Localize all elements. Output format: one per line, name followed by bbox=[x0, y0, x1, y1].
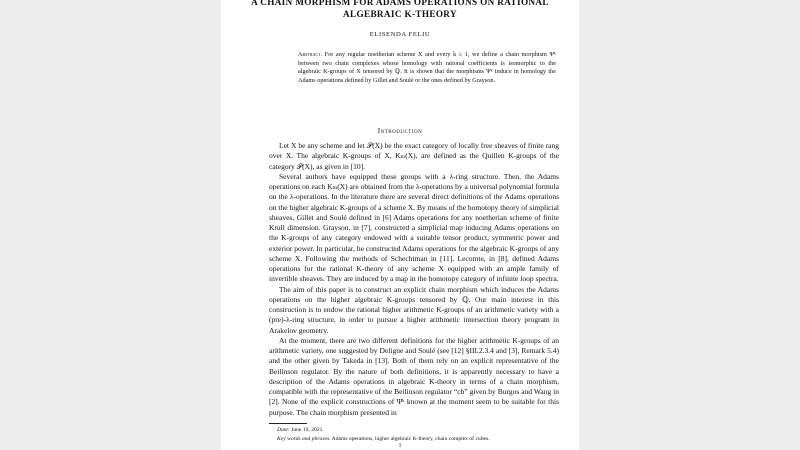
paper-page bbox=[221, 0, 579, 450]
abstract bbox=[298, 51, 556, 85]
author-name: ELISENDA FELIU bbox=[369, 31, 431, 38]
abstract-text: For any regular noetherian scheme X and every k ≥ 1, we define a chain morphism Ψᵏ between two chain complexes whose homology with rational coefficients is isomorphic to the algebraic K-groups of X tensored by ℚ. It is shown that the morphisms Ψᵏ induce in homology the Adams operations defined by Gillet and Soulé or the ones defined by Grayson. bbox=[298, 51, 557, 84]
paragraph-4: At the moment, there are two different definitions for the higher arithmetic K-groups of an arithmetic variety, one suggested by Deligne and Soulé (see [12] §III.2.3.4 and [3], Remark 5.4) and the other given by Takeda in [13]. Both of them rely on an explicit representative of the Beilinson regulator. By the nature of both definitions, it is apparently necessary to have a description of the Adams operations in algebraic K-theory in terms of a chain morphism, compatible with the representative of the Beilinson regulator “ch” given by Burgos and Wang in [2]. None of the explicit constructions of Ψᵏ known at the moment seem to be suitable for this purpose. The chain morphism presented in bbox=[269, 335, 559, 417]
paragraph-1: Let X be any scheme and let 𝒫(X) be the exact category of locally free sheaves of finite rang over X. The algebraic K-groups of X, Kₘ(X), are defined as the Quillen K-groups of the category 𝒫(X), as given in [10]. bbox=[269, 141, 559, 171]
section-heading-introduction: Introduction bbox=[377, 127, 423, 135]
abstract-label: Abstract. bbox=[298, 51, 323, 58]
paragraph-3: The aim of this paper is to construct an explicit chain morphism which induces the Adams operations on the higher algebraic K-groups tensored by ℚ. Our main interest in this construction is to endow the rational higher arithmetic K-groups of an arithmetic variety with a (pre)-λ-ring structure, in order to pursue a higher arithmetic intersection theory program in Arakelov geometry. bbox=[269, 284, 559, 335]
page-number: 1 bbox=[398, 443, 402, 449]
title-line-1: A CHAIN MORPHISM FOR ADAMS OPERATIONS ON RATIONAL bbox=[251, 0, 549, 7]
date-label: Date: bbox=[277, 427, 290, 433]
footnotes bbox=[269, 426, 569, 444]
title-line-2: ALGEBRAIC K-THEORY bbox=[343, 8, 457, 19]
body-text bbox=[269, 141, 559, 418]
keywords-value: Adams operations, higher algebraic K-theory, chain complex of cubes. bbox=[331, 436, 490, 442]
footnote-date bbox=[269, 426, 569, 435]
paper-title bbox=[221, 0, 579, 20]
paragraph-2: Several authors have equipped these groups with a λ-ring structure. Then, the Adams operations on each Kₘ(X) are obtained from the λ-operations by a universal polynomial formula on the λ-operations. In the literature there are several direct definitions of the Adams operations on the higher algebraic K-groups of a scheme X. By means of the homotopy theory of simplicial sheaves, Gillet and Soulé defined in [6] Adams operations for any noetherian scheme of finite Krull dimension. Grayson, in [7], constructed a simplicial map inducing Adams operations on the K-groups of any category endowed with a suitable tensor product, symmetric power and exterior power. In particular, he constructed Adams operations for the algebraic K-groups of any scheme X. Following the methods of Schechtman in [11], Lecomte, in [8], defined Adams operations for the rational K-theory of any scheme X equipped with an ample family of invertible sheaves. They are induced by a map in the homotopy category of infinite loop spectra. bbox=[269, 171, 559, 284]
footnote-divider bbox=[269, 423, 307, 424]
keywords-label: Key words and phrases. bbox=[277, 436, 331, 442]
date-value: June 19, 2021. bbox=[291, 427, 324, 433]
